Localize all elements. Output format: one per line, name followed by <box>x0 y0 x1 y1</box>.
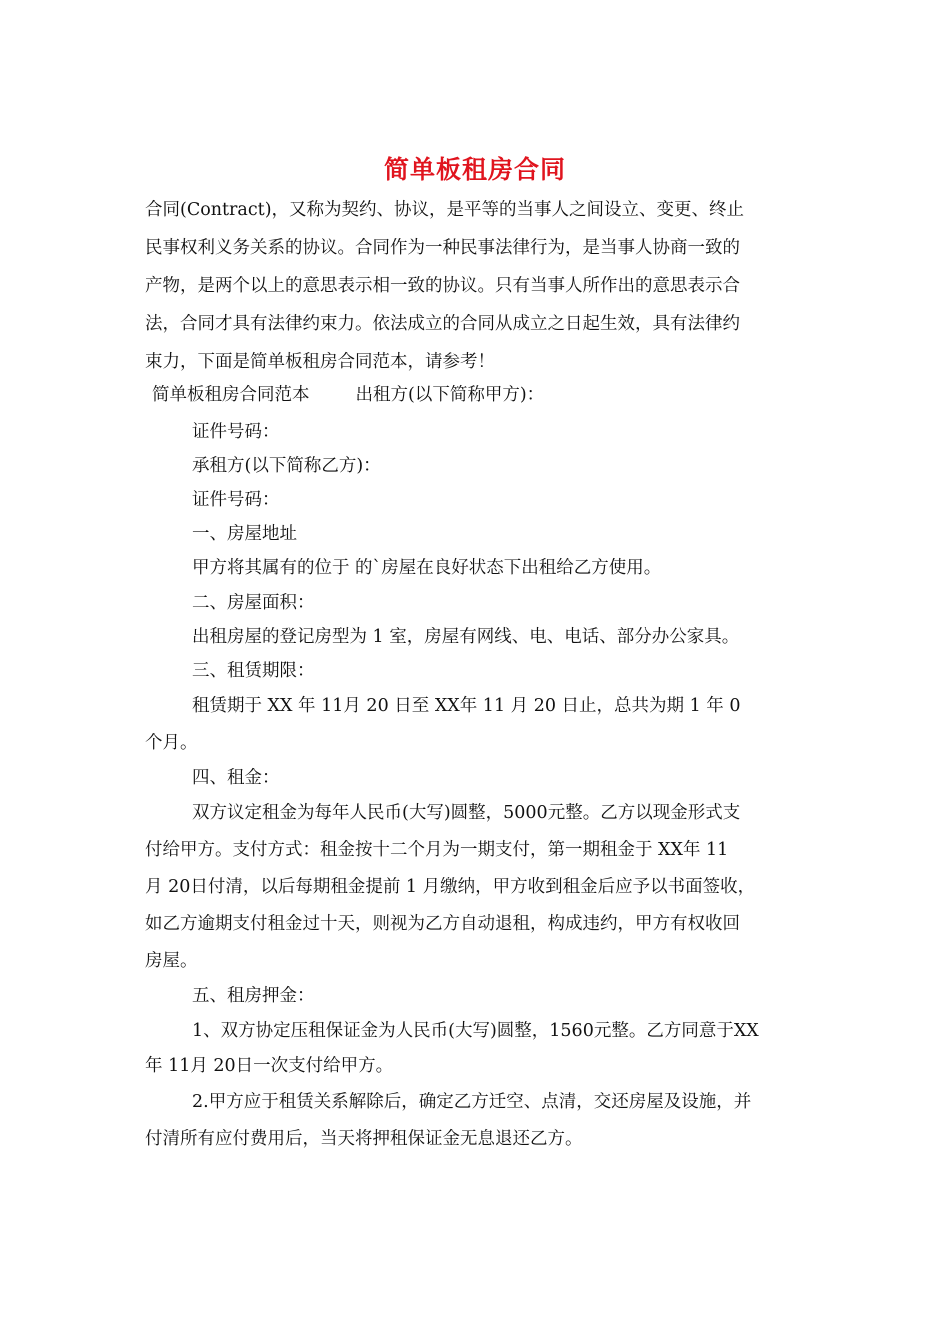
lessor-label: 出租方(以下简称甲方)： <box>355 385 545 405</box>
template-heading-line <box>152 383 822 407</box>
section-heading: 五、租房押金： <box>192 986 315 1006</box>
section-text: 房屋。 <box>145 951 198 971</box>
section-text: 出租房屋的登记房型为 1 室，房屋有网线、电、电话、部分办公家具。 <box>192 627 740 647</box>
intro-line: 束力，下面是简单板租房合同范本，请参考！ <box>145 352 495 372</box>
section-text: 甲方将其属有的位于 的`房屋在良好状态下出租给乙方使用。 <box>192 558 662 578</box>
section-heading: 三、租赁期限： <box>192 661 315 681</box>
id-number-label: 证件号码： <box>192 490 280 510</box>
section-text: 租赁期于 XX 年 11月 20 日至 XX年 11 月 20 日止，总共为期 1 年 0 <box>192 696 741 716</box>
section-heading: 二、房屋面积： <box>192 593 315 613</box>
section-text: 如乙方逾期支付租金过十天，则视为乙方自动退租，构成违约，甲方有权收回 <box>145 914 740 934</box>
section-text: 付给甲方。支付方式：租金按十二个月为一期支付，第一期租金于 XX年 11 <box>145 840 729 860</box>
section-text: 年 11月 20日一次支付给甲方。 <box>145 1056 394 1076</box>
intro-line: 民事权利义务关系的协议。合同作为一种民事法律行为，是当事人协商一致的 <box>145 238 740 258</box>
section-text: 1、双方协定压租保证金为人民币(大写)圆整，1560元整。乙方同意于XX <box>192 1021 759 1041</box>
section-heading: 一、房屋地址 <box>192 524 297 544</box>
section-heading: 四、租金： <box>192 768 280 788</box>
intro-line: 法，合同才具有法律约束力。依法成立的合同从成立之日起生效，具有法律约 <box>145 314 740 334</box>
section-text: 双方议定租金为每年人民币(大写)圆整，5000元整。乙方以现金形式支 <box>192 803 741 823</box>
section-text: 月 20日付清，以后每期租金提前 1 月缴纳，甲方收到租金后应予以书面签收， <box>145 877 756 897</box>
id-number-label: 证件号码： <box>192 422 280 442</box>
section-text: 个月。 <box>145 733 198 753</box>
intro-line: 合同(Contract)，又称为契约、协议，是平等的当事人之间设立、变更、终止 <box>145 200 745 220</box>
page-title: 简单板租房合同 <box>383 155 566 184</box>
template-heading: 简单板租房合同范本 <box>152 385 310 405</box>
lessee-label: 承租方(以下简称乙方)： <box>192 456 381 476</box>
intro-line: 产物，是两个以上的意思表示相一致的协议。只有当事人所作出的意思表示合 <box>145 276 740 296</box>
section-text: 付清所有应付费用后，当天将押租保证金无息退还乙方。 <box>145 1129 583 1149</box>
section-text: 2.甲方应于租赁关系解除后，确定乙方迁空、点清，交还房屋及设施，并 <box>192 1092 752 1112</box>
